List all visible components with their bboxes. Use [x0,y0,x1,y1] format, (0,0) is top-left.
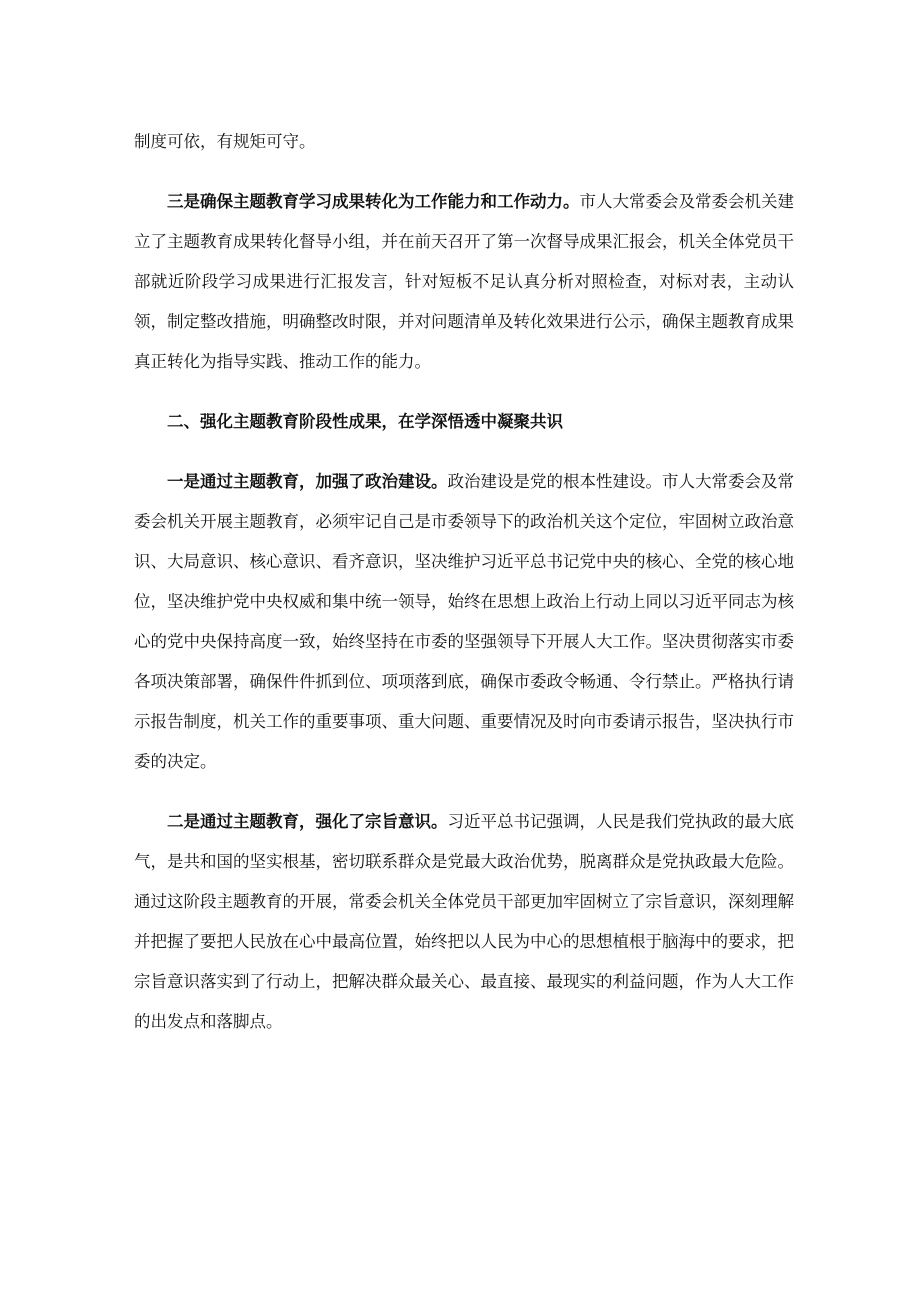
paragraph-lead: 二是通过主题教育，强化了宗旨意识。 [167,812,448,831]
paragraph-text: 政治建设是党的根本性建设。市人大常委会及常委会机关开展主题教育，必须牢记自己是市委领导下的政治机关这个定位，牢固树立政治意识、大局意识、核心意识、看齐意识，坚决维护习近平总书记党中央的核心、全党的核心地位，坚决维护党中央权威和集中统一领导，始终在思想上政治上行动上同以习近平同志为核心的党中央保持高度一致，始终坚持在市委的坚强领导下开展人大工作。坚决贯彻落实市委各项决策部署，确保件件抓到位、项项落到底，确保市委政令畅通、令行禁止。严格执行请示报告制度，机关工作的重要事项、重大问题、重要情况及时向市委请示报告，坚决执行市委的决定。 [134,472,794,771]
paragraph-lead: 一是通过主题教育，加强了政治建设。 [167,472,448,491]
paragraph-first-point [134,462,794,782]
paragraph-text: 制度可依，有规矩可守。 [134,132,316,151]
paragraph-text: 习近平总书记强调，人民是我们党执政的最大底气，是共和国的坚实根基，密切联系群众是党最大政治优势，脱离群众是党执政最大危险。通过这阶段主题教育的开展，常委会机关全体党员干部更加牢固树立了宗旨意识，深刻理解并把握了要把人民放在心中最高位置，始终把以人民为中心的思想植根于脑海中的要求，把宗旨意识落实到了行动上，把解决群众最关心、最直接、最现实的利益问题，作为人大工作的出发点和落脚点。 [134,812,794,1031]
section-heading: 二、强化主题教育阶段性成果，在学深悟透中凝聚共识 [167,412,563,431]
paragraph-text: 市人大常委会及常委会机关建立了主题教育成果转化督导小组，并在前天召开了第一次督导成果汇报会，机关全体党员干部就近阶段学习成果进行汇报发言，针对短板不足认真分析对照检查，对标对表，主动认领，制定整改措施，明确整改时限，并对问题清单及转化效果进行公示，确保主题教育成果真正转化为指导实践、推动工作的能力。 [134,192,794,371]
paragraph-lead: 三是确保主题教育学习成果转化为工作能力和工作动力。 [167,192,580,211]
paragraph-third-point [134,182,794,382]
paragraph-second-point [134,802,794,1042]
document-body [134,122,794,1062]
paragraph-continuation [134,122,794,162]
